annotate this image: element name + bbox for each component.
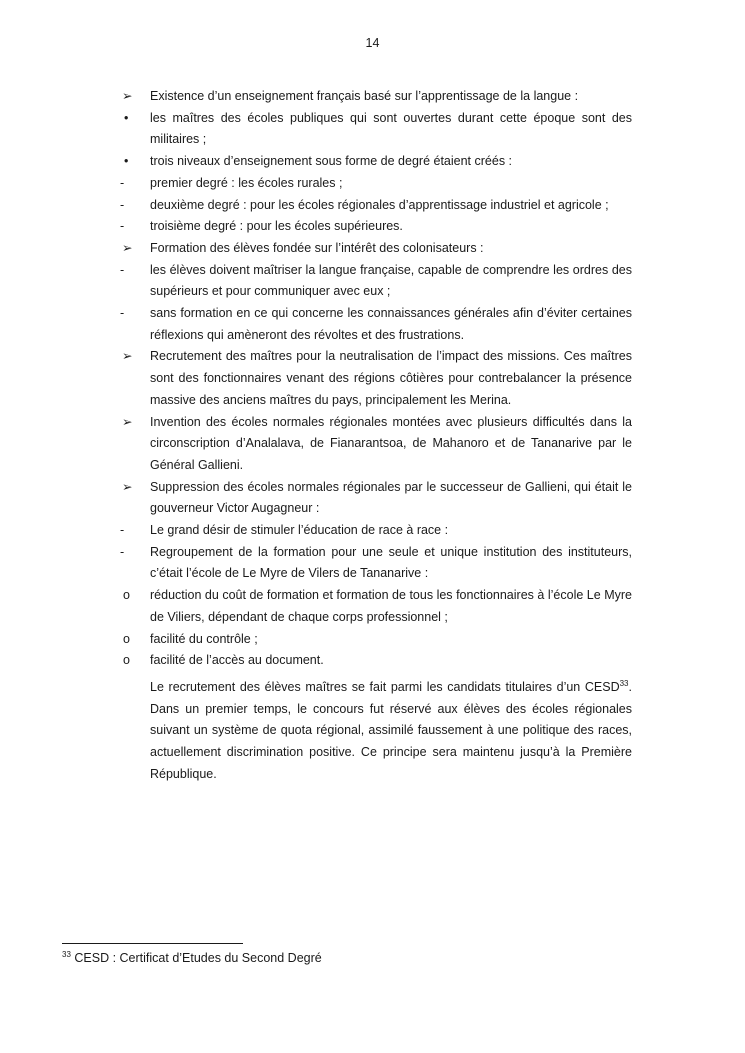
bullet-list	[118, 86, 632, 672]
list-item	[118, 151, 632, 173]
body-paragraph	[150, 677, 632, 786]
footnote-number: 33	[62, 949, 71, 959]
list-item-text: deuxième degré : pour les écoles régionales d’apprentissage industriel et agricole ;	[150, 197, 609, 212]
circle-bullet-icon: o	[123, 588, 130, 603]
list-item-text: facilité de l’accès au document.	[150, 653, 324, 668]
arrow-bullet-icon: ➢	[122, 479, 133, 494]
paragraph-text-end: . Dans un premier temps, le concours fut réservé aux élèves des écoles régionales suivant un système de quota régional, assimilé faussement à une politique des races, actuellement discrimination positive. Ce principe sera maintenu jusqu’à la Première République.	[150, 679, 632, 781]
dash-bullet-icon: -	[120, 219, 125, 234]
list-item	[118, 303, 632, 346]
list-item	[118, 650, 632, 672]
dash-bullet-icon: -	[120, 197, 125, 212]
list-item-text: Existence d’un enseignement français basé sur l’apprentissage de la langue :	[150, 89, 579, 103]
list-item-text: facilité du contrôle ;	[150, 631, 258, 646]
list-item-text: sans formation en ce qui concerne les connaissances générales afin d’éviter certaines réflexions qui amèneront des révoltes et des frustrations.	[150, 306, 632, 342]
list-item-text: troisième degré : pour les écoles supérieures.	[150, 219, 403, 234]
list-item	[118, 195, 632, 217]
footnote-text: CESD : Certificat d’Etudes du Second Degré	[70, 951, 322, 965]
footnote-reference[interactable]: 33	[619, 678, 629, 688]
arrow-bullet-icon: ➢	[122, 89, 133, 103]
list-item	[118, 86, 632, 108]
list-item-text: Invention des écoles normales régionales montées avec plusieurs difficultés dans la circonscription d’Analalava, de Fianarantsoa, de Mahanoro et de Tananarive par le Général Gallieni.	[150, 414, 632, 472]
dash-bullet-icon: -	[120, 544, 125, 559]
list-item	[118, 412, 632, 477]
round-bullet-icon: •	[124, 110, 129, 125]
list-item	[118, 260, 632, 303]
list-item	[118, 542, 632, 585]
footnote-separator	[62, 943, 243, 944]
list-item-text: Le grand désir de stimuler l’éducation de race à race :	[150, 523, 449, 538]
list-item	[118, 238, 632, 260]
list-item-text: Suppression des écoles normales régionales par le successeur de Gallieni, qui était le gouverneur Victor Augagneur :	[150, 479, 632, 516]
list-item-text: trois niveaux d’enseignement sous forme de degré étaient créés :	[150, 154, 513, 169]
list-item-text: les élèves doivent maîtriser la langue française, capable de comprendre les ordres des supérieurs et pour communiquer avec eux ;	[150, 262, 632, 299]
list-item-text: les maîtres des écoles publiques qui sont ouvertes durant cette époque sont des militaires ;	[150, 110, 632, 147]
list-item-text: réduction du coût de formation et formation de tous les fonctionnaires à l’école Le Myre de Viliers, dépendant de chaque corps professionnel ;	[150, 588, 632, 624]
arrow-bullet-icon: ➢	[122, 349, 133, 364]
list-item-text: Regroupement de la formation pour une seule et unique institution des instituteurs, c’était l’école de Le Myre de Vilers de Tananarive :	[150, 544, 632, 581]
list-item	[118, 216, 632, 238]
footnote	[62, 949, 322, 967]
list-item	[118, 629, 632, 651]
dash-bullet-icon: -	[120, 523, 125, 538]
list-item-text: premier degré : les écoles rurales ;	[150, 175, 343, 190]
arrow-bullet-icon: ➢	[122, 240, 133, 255]
dash-bullet-icon: -	[120, 306, 125, 321]
round-bullet-icon: •	[124, 154, 129, 169]
list-item	[118, 173, 632, 195]
list-item	[118, 520, 632, 542]
list-item-text: Recrutement des maîtres pour la neutralisation de l’impact des missions. Ces maîtres sont des fonctionnaires venant des régions côtières pour contrebalancer la présence massive des anciens maîtres du pays, principalement les Merina.	[150, 349, 632, 407]
circle-bullet-icon: o	[123, 653, 130, 668]
circle-bullet-icon: o	[123, 631, 130, 646]
dash-bullet-icon: -	[120, 262, 125, 277]
list-item	[118, 585, 632, 628]
list-item	[118, 108, 632, 151]
page-number: 14	[365, 36, 380, 50]
list-item	[118, 477, 632, 520]
list-item-text: Formation des élèves fondée sur l’intérêt des colonisateurs :	[150, 240, 484, 255]
paragraph-text-start: Le recrutement des élèves maîtres se fait parmi les candidats titulaires d’un CESD	[150, 679, 620, 694]
body-text	[118, 86, 632, 786]
arrow-bullet-icon: ➢	[122, 414, 133, 429]
list-item	[118, 346, 632, 411]
dash-bullet-icon: -	[120, 175, 125, 190]
